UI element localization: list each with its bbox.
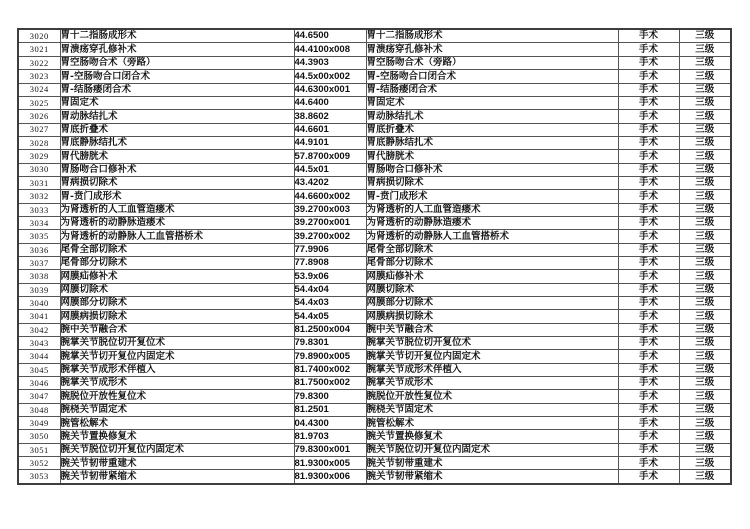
- category-cell: 手术: [618, 403, 679, 416]
- serial-cell: 3036: [18, 243, 60, 256]
- table-row: [18, 96, 731, 109]
- procedure-name-cell: 胃肠吻合口修补术: [60, 163, 294, 176]
- procedure-code-cell: 81.2501: [294, 403, 366, 416]
- category-cell: 手术: [618, 377, 679, 390]
- table-row: [18, 430, 731, 443]
- category-cell: 手术: [618, 323, 679, 336]
- category-cell: 手术: [618, 29, 679, 43]
- category-cell: 手术: [618, 470, 679, 484]
- level-cell: 三级: [679, 310, 731, 323]
- level-cell: 三级: [679, 136, 731, 149]
- procedure-name-repeat-cell: 腕关节脱位切开复位内固定术: [366, 443, 618, 456]
- procedure-name-cell: 胃-贲门成形术: [60, 190, 294, 203]
- serial-cell: 3022: [18, 56, 60, 69]
- procedure-code-cell: 44.5x00x002: [294, 70, 366, 83]
- procedure-name-cell: 为肾透析的动静脉造瘘术: [60, 216, 294, 229]
- procedure-name-repeat-cell: 为肾透析的动静脉造瘘术: [366, 216, 618, 229]
- serial-cell: 3034: [18, 216, 60, 229]
- procedure-code-cell: 81.7500x002: [294, 377, 366, 390]
- serial-cell: 3035: [18, 230, 60, 243]
- procedure-name-repeat-cell: 腕掌关节成形术伴植入: [366, 363, 618, 376]
- procedure-code-cell: 77.8908: [294, 256, 366, 269]
- serial-cell: 3046: [18, 377, 60, 390]
- procedure-code-cell: 44.9101: [294, 136, 366, 149]
- procedure-name-cell: 胃溃疡穿孔修补术: [60, 43, 294, 56]
- category-cell: 手术: [618, 430, 679, 443]
- serial-cell: 3020: [18, 29, 60, 43]
- procedure-code-cell: 79.8300: [294, 390, 366, 403]
- serial-cell: 3040: [18, 297, 60, 310]
- level-cell: 三级: [679, 377, 731, 390]
- table-row: [18, 337, 731, 350]
- category-cell: 手术: [618, 150, 679, 163]
- procedure-name-repeat-cell: 为肾透析的人工血管造瘘术: [366, 203, 618, 216]
- level-cell: 三级: [679, 337, 731, 350]
- serial-cell: 3053: [18, 470, 60, 484]
- table-row: [18, 190, 731, 203]
- procedure-name-cell: 胃十二指肠成形术: [60, 29, 294, 43]
- procedure-name-cell: 网膜切除术: [60, 283, 294, 296]
- procedure-name-cell: 胃空肠吻合术（旁路）: [60, 56, 294, 69]
- serial-cell: 3021: [18, 43, 60, 56]
- serial-cell: 3032: [18, 190, 60, 203]
- serial-cell: 3048: [18, 403, 60, 416]
- table-row: [18, 136, 731, 149]
- procedure-name-cell: 胃动脉结扎术: [60, 110, 294, 123]
- table-row: [18, 243, 731, 256]
- procedure-name-cell: 网膜疝修补术: [60, 270, 294, 283]
- procedure-code-cell: 44.3903: [294, 56, 366, 69]
- procedure-name-cell: 腕掌关节成形术: [60, 377, 294, 390]
- procedure-name-cell: 胃病损切除术: [60, 176, 294, 189]
- procedure-name-repeat-cell: 胃底折叠术: [366, 123, 618, 136]
- procedure-code-cell: 38.8602: [294, 110, 366, 123]
- category-cell: 手术: [618, 350, 679, 363]
- procedure-name-repeat-cell: 胃-空肠吻合口闭合术: [366, 70, 618, 83]
- procedure-code-cell: 43.4202: [294, 176, 366, 189]
- procedure-code-cell: 39.2700x002: [294, 230, 366, 243]
- procedure-name-repeat-cell: 胃代膀胱术: [366, 150, 618, 163]
- table-row: [18, 283, 731, 296]
- category-cell: 手术: [618, 56, 679, 69]
- procedure-name-cell: 腕关节置换修复术: [60, 430, 294, 443]
- procedure-code-cell: 44.5x01: [294, 163, 366, 176]
- serial-cell: 3033: [18, 203, 60, 216]
- serial-cell: 3047: [18, 390, 60, 403]
- procedure-name-repeat-cell: 腕关节韧带重建术: [366, 457, 618, 470]
- level-cell: 三级: [679, 256, 731, 269]
- category-cell: 手术: [618, 190, 679, 203]
- procedure-name-cell: 腕关节韧带重建术: [60, 457, 294, 470]
- serial-cell: 3037: [18, 256, 60, 269]
- procedure-name-cell: 腕掌关节切开复位内固定术: [60, 350, 294, 363]
- procedure-name-repeat-cell: 胃溃疡穿孔修补术: [366, 43, 618, 56]
- procedure-code-cell: 77.9906: [294, 243, 366, 256]
- procedure-name-repeat-cell: 胃动脉结扎术: [366, 110, 618, 123]
- category-cell: 手术: [618, 310, 679, 323]
- table-row: [18, 150, 731, 163]
- procedure-name-cell: 尾骨全部切除术: [60, 243, 294, 256]
- table-row: [18, 83, 731, 96]
- level-cell: 三级: [679, 417, 731, 430]
- category-cell: 手术: [618, 216, 679, 229]
- category-cell: 手术: [618, 96, 679, 109]
- table-row: [18, 403, 731, 416]
- category-cell: 手术: [618, 297, 679, 310]
- procedure-name-repeat-cell: 网膜病损切除术: [366, 310, 618, 323]
- procedure-code-cell: 81.9300x005: [294, 457, 366, 470]
- table-row: [18, 390, 731, 403]
- procedure-code-cell: 79.8300x001: [294, 443, 366, 456]
- table-row: [18, 377, 731, 390]
- serial-cell: 3023: [18, 70, 60, 83]
- level-cell: 三级: [679, 443, 731, 456]
- procedure-name-cell: 尾骨部分切除术: [60, 256, 294, 269]
- serial-cell: 3050: [18, 430, 60, 443]
- category-cell: 手术: [618, 163, 679, 176]
- procedure-name-repeat-cell: 尾骨部分切除术: [366, 256, 618, 269]
- level-cell: 三级: [679, 176, 731, 189]
- level-cell: 三级: [679, 403, 731, 416]
- procedure-name-cell: 腕管松解术: [60, 417, 294, 430]
- serial-cell: 3028: [18, 136, 60, 149]
- table-row: [18, 256, 731, 269]
- category-cell: 手术: [618, 70, 679, 83]
- procedure-name-repeat-cell: 胃固定术: [366, 96, 618, 109]
- table-row: [18, 457, 731, 470]
- level-cell: 三级: [679, 350, 731, 363]
- procedure-code-cell: 81.7400x002: [294, 363, 366, 376]
- level-cell: 三级: [679, 110, 731, 123]
- category-cell: 手术: [618, 443, 679, 456]
- table-row: [18, 203, 731, 216]
- procedure-code-cell: 44.6601: [294, 123, 366, 136]
- procedure-code-cell: 79.8900x005: [294, 350, 366, 363]
- category-cell: 手术: [618, 123, 679, 136]
- procedure-name-cell: 腕关节脱位切开复位内固定术: [60, 443, 294, 456]
- category-cell: 手术: [618, 110, 679, 123]
- level-cell: 三级: [679, 96, 731, 109]
- serial-cell: 3025: [18, 96, 60, 109]
- procedure-code-cell: 53.9x06: [294, 270, 366, 283]
- procedure-name-cell: 腕桡关节固定术: [60, 403, 294, 416]
- procedure-name-cell: 胃代膀胱术: [60, 150, 294, 163]
- procedure-name-cell: 为肾透析的动静脉人工血管搭桥术: [60, 230, 294, 243]
- procedure-name-cell: 胃-结肠瘘闭合术: [60, 83, 294, 96]
- procedure-code-cell: 81.2500x004: [294, 323, 366, 336]
- category-cell: 手术: [618, 283, 679, 296]
- level-cell: 三级: [679, 43, 731, 56]
- category-cell: 手术: [618, 457, 679, 470]
- procedure-name-cell: 网膜病损切除术: [60, 310, 294, 323]
- procedure-name-repeat-cell: 网膜疝修补术: [366, 270, 618, 283]
- level-cell: 三级: [679, 150, 731, 163]
- table-row: [18, 176, 731, 189]
- procedure-table: [17, 28, 732, 485]
- serial-cell: 3049: [18, 417, 60, 430]
- serial-cell: 3042: [18, 323, 60, 336]
- procedure-name-cell: 胃固定术: [60, 96, 294, 109]
- level-cell: 三级: [679, 29, 731, 43]
- category-cell: 手术: [618, 363, 679, 376]
- table-row: [18, 297, 731, 310]
- procedure-name-repeat-cell: 胃病损切除术: [366, 176, 618, 189]
- level-cell: 三级: [679, 323, 731, 336]
- procedure-code-cell: 57.8700x009: [294, 150, 366, 163]
- category-cell: 手术: [618, 337, 679, 350]
- level-cell: 三级: [679, 123, 731, 136]
- level-cell: 三级: [679, 363, 731, 376]
- table-row: [18, 163, 731, 176]
- category-cell: 手术: [618, 203, 679, 216]
- procedure-name-repeat-cell: 胃肠吻合口修补术: [366, 163, 618, 176]
- level-cell: 三级: [679, 283, 731, 296]
- procedure-name-repeat-cell: 腕掌关节切开复位内固定术: [366, 350, 618, 363]
- procedure-code-cell: 81.9703: [294, 430, 366, 443]
- procedure-name-repeat-cell: 为肾透析的动静脉人工血管搭桥术: [366, 230, 618, 243]
- serial-cell: 3039: [18, 283, 60, 296]
- table-row: [18, 323, 731, 336]
- procedure-name-repeat-cell: 腕掌关节脱位切开复位术: [366, 337, 618, 350]
- level-cell: 三级: [679, 203, 731, 216]
- procedure-name-repeat-cell: 胃-贲门成形术: [366, 190, 618, 203]
- category-cell: 手术: [618, 176, 679, 189]
- level-cell: 三级: [679, 56, 731, 69]
- procedure-name-repeat-cell: 腕中关节融合术: [366, 323, 618, 336]
- table-row: [18, 363, 731, 376]
- procedure-code-cell: 44.4100x008: [294, 43, 366, 56]
- level-cell: 三级: [679, 297, 731, 310]
- table-row: [18, 56, 731, 69]
- procedure-table-body: [18, 29, 731, 484]
- procedure-name-repeat-cell: 腕掌关节成形术: [366, 377, 618, 390]
- procedure-name-cell: 腕关节韧带紧缩术: [60, 470, 294, 484]
- level-cell: 三级: [679, 243, 731, 256]
- serial-cell: 3030: [18, 163, 60, 176]
- procedure-name-repeat-cell: 腕关节置换修复术: [366, 430, 618, 443]
- procedure-code-cell: 54.4x04: [294, 283, 366, 296]
- category-cell: 手术: [618, 270, 679, 283]
- level-cell: 三级: [679, 470, 731, 484]
- serial-cell: 3041: [18, 310, 60, 323]
- category-cell: 手术: [618, 243, 679, 256]
- table-row: [18, 470, 731, 484]
- table-row: [18, 443, 731, 456]
- category-cell: 手术: [618, 43, 679, 56]
- procedure-code-cell: 54.4x03: [294, 297, 366, 310]
- procedure-code-cell: 81.9300x006: [294, 470, 366, 484]
- procedure-name-repeat-cell: 腕管松解术: [366, 417, 618, 430]
- category-cell: 手术: [618, 417, 679, 430]
- serial-cell: 3043: [18, 337, 60, 350]
- serial-cell: 3052: [18, 457, 60, 470]
- procedure-code-cell: 79.8301: [294, 337, 366, 350]
- category-cell: 手术: [618, 390, 679, 403]
- level-cell: 三级: [679, 70, 731, 83]
- procedure-code-cell: 44.6500: [294, 29, 366, 43]
- serial-cell: 3031: [18, 176, 60, 189]
- procedure-name-cell: 网膜部分切除术: [60, 297, 294, 310]
- procedure-name-repeat-cell: 胃空肠吻合术（旁路）: [366, 56, 618, 69]
- procedure-code-cell: 44.6300x001: [294, 83, 366, 96]
- table-row: [18, 417, 731, 430]
- procedure-code-cell: 44.6400: [294, 96, 366, 109]
- procedure-name-cell: 胃底静脉结扎术: [60, 136, 294, 149]
- procedure-code-cell: 44.6600x002: [294, 190, 366, 203]
- procedure-name-cell: 腕掌关节成形术伴植入: [60, 363, 294, 376]
- procedure-name-repeat-cell: 腕脱位开放性复位术: [366, 390, 618, 403]
- table-row: [18, 70, 731, 83]
- level-cell: 三级: [679, 216, 731, 229]
- category-cell: 手术: [618, 230, 679, 243]
- procedure-name-repeat-cell: 胃-结肠瘘闭合术: [366, 83, 618, 96]
- serial-cell: 3051: [18, 443, 60, 456]
- procedure-name-cell: 为肾透析的人工血管造瘘术: [60, 203, 294, 216]
- procedure-name-repeat-cell: 网膜部分切除术: [366, 297, 618, 310]
- serial-cell: 3026: [18, 110, 60, 123]
- level-cell: 三级: [679, 430, 731, 443]
- serial-cell: 3027: [18, 123, 60, 136]
- procedure-name-repeat-cell: 胃十二指肠成形术: [366, 29, 618, 43]
- procedure-code-cell: 39.2700x003: [294, 203, 366, 216]
- serial-cell: 3045: [18, 363, 60, 376]
- level-cell: 三级: [679, 83, 731, 96]
- table-row: [18, 43, 731, 56]
- level-cell: 三级: [679, 270, 731, 283]
- procedure-code-cell: 54.4x05: [294, 310, 366, 323]
- procedure-name-repeat-cell: 腕关节韧带紧缩术: [366, 470, 618, 484]
- level-cell: 三级: [679, 163, 731, 176]
- table-row: [18, 310, 731, 323]
- level-cell: 三级: [679, 457, 731, 470]
- procedure-name-repeat-cell: 尾骨全部切除术: [366, 243, 618, 256]
- procedure-code-cell: 04.4300: [294, 417, 366, 430]
- level-cell: 三级: [679, 230, 731, 243]
- procedure-name-repeat-cell: 腕桡关节固定术: [366, 403, 618, 416]
- level-cell: 三级: [679, 190, 731, 203]
- serial-cell: 3038: [18, 270, 60, 283]
- serial-cell: 3044: [18, 350, 60, 363]
- procedure-name-cell: 胃-空肠吻合口闭合术: [60, 70, 294, 83]
- table-row: [18, 230, 731, 243]
- table-row: [18, 29, 731, 43]
- table-row: [18, 350, 731, 363]
- procedure-code-cell: 39.2700x001: [294, 216, 366, 229]
- serial-cell: 3029: [18, 150, 60, 163]
- procedure-name-cell: 腕脱位开放性复位术: [60, 390, 294, 403]
- category-cell: 手术: [618, 256, 679, 269]
- table-row: [18, 216, 731, 229]
- category-cell: 手术: [618, 83, 679, 96]
- procedure-name-repeat-cell: 胃底静脉结扎术: [366, 136, 618, 149]
- table-row: [18, 123, 731, 136]
- procedure-name-cell: 腕掌关节脱位切开复位术: [60, 337, 294, 350]
- level-cell: 三级: [679, 390, 731, 403]
- category-cell: 手术: [618, 136, 679, 149]
- serial-cell: 3024: [18, 83, 60, 96]
- procedure-name-cell: 腕中关节融合术: [60, 323, 294, 336]
- procedure-name-repeat-cell: 网膜切除术: [366, 283, 618, 296]
- procedure-name-cell: 胃底折叠术: [60, 123, 294, 136]
- table-row: [18, 270, 731, 283]
- table-row: [18, 110, 731, 123]
